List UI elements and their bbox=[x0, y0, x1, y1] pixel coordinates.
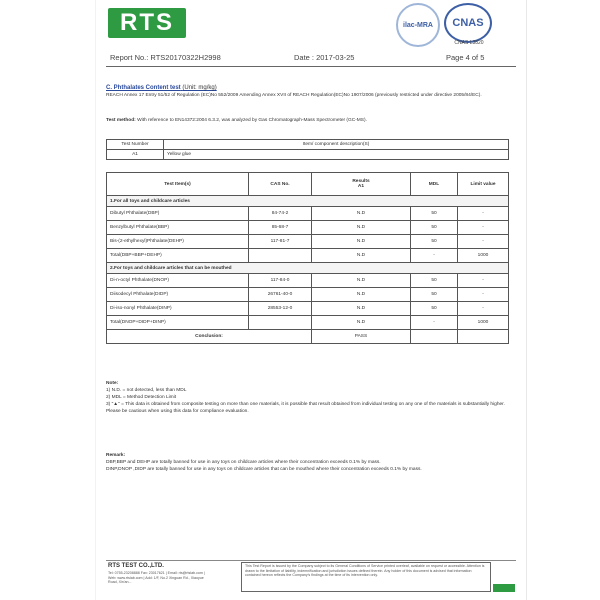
result-value: N.D bbox=[312, 221, 411, 235]
remark-title: Remark: bbox=[106, 453, 126, 458]
test-item: Di-n-octyl Phthalate(DNOP) bbox=[107, 274, 249, 288]
header-limit: Limit value bbox=[458, 173, 509, 196]
footer-address: Tel: 0755-23208888 Fax: 23017621 | Email: rts@rtslab.com | Web: www.rtslab.com | Add: 1/F, No.2 Xinguan Rd., Xiaoyue Road, Xin'an... bbox=[108, 571, 205, 584]
section-title-text: C. Phthalates Content test bbox=[106, 85, 181, 91]
result-value: N.D bbox=[312, 288, 411, 302]
conclusion-label: Conclusion: bbox=[107, 330, 312, 344]
component-header-description: Item/ component description(S) bbox=[164, 140, 509, 150]
cas-number: 28553-12-0 bbox=[249, 302, 312, 316]
limit-value: - bbox=[458, 288, 509, 302]
results-table bbox=[106, 172, 509, 344]
report-page bbox=[95, 0, 527, 600]
rts-logo: RTS bbox=[108, 8, 186, 38]
remark-text: DINP,DNOP ,DIDP are totally banned for use in any toys on childcare articles that can be mouthed where their concentration exceeds 0.1% by mass. bbox=[106, 467, 422, 472]
result-value: N.D bbox=[312, 207, 411, 221]
footer-green-mark bbox=[493, 584, 515, 592]
mdl-value: 50 bbox=[411, 207, 458, 221]
section-unit: (Unit: mg/kg) bbox=[182, 85, 217, 91]
ilac-mra-seal: ilac-MRA bbox=[396, 3, 440, 47]
limit-value: 1000 bbox=[458, 316, 509, 330]
conclusion-empty-limit bbox=[458, 330, 509, 344]
conclusion-row bbox=[107, 330, 509, 344]
test-item: Bis-(2-ethylhexyl)Phthalate(DEHP) bbox=[107, 235, 249, 249]
limit-value: - bbox=[458, 207, 509, 221]
conclusion-value: PASS bbox=[312, 330, 411, 344]
report-date: Date : 2017-03-25 bbox=[294, 53, 355, 62]
test-method-text: With reference to EN14372:2004 6.3.2, was analyzed by Gas Chromatograph-Mass Spectrometer (GC-MS). bbox=[137, 118, 367, 123]
result-value: N.D bbox=[312, 274, 411, 288]
cas-number: 85-68-7 bbox=[249, 221, 312, 235]
component-description: Yellow glue bbox=[164, 150, 509, 160]
cas-number bbox=[249, 249, 312, 263]
page-indicator: Page 4 of 5 bbox=[446, 53, 485, 62]
table-row bbox=[107, 207, 509, 221]
mdl-value: 50 bbox=[411, 302, 458, 316]
mdl-value: - bbox=[411, 316, 458, 330]
header-results-label: Results bbox=[352, 179, 370, 184]
test-method-label: Test method: bbox=[106, 118, 136, 123]
mdl-value: 50 bbox=[411, 221, 458, 235]
conclusion-empty-mdl bbox=[411, 330, 458, 344]
table-row bbox=[107, 249, 509, 263]
limit-value: - bbox=[458, 302, 509, 316]
footer-divider bbox=[106, 560, 516, 561]
component-table bbox=[106, 139, 509, 160]
mdl-value: 50 bbox=[411, 274, 458, 288]
result-value: N.D bbox=[312, 316, 411, 330]
header-cas: CAS No. bbox=[249, 173, 312, 196]
test-method bbox=[106, 118, 516, 124]
note-item: 3) "▲" = This data is obtained from composite testing on more than one materials, it is possible that result obtained from individual testing on any one of the materials is substantially higher. Please be cautious when using this data for compliance evaluation. bbox=[106, 402, 505, 414]
limit-value: 1000 bbox=[458, 249, 509, 263]
result-value: N.D bbox=[312, 302, 411, 316]
header-divider bbox=[106, 66, 516, 67]
component-header-number: Test Number bbox=[107, 140, 164, 150]
report-number: Report No.: RTS20170322H2998 bbox=[110, 53, 221, 62]
mdl-value: 50 bbox=[411, 235, 458, 249]
table-row bbox=[107, 302, 509, 316]
remark-text: DBP,BBP and DEHP are totally banned for use in any toys on childcare articles where their concentration exceeds 0.1% by mass. bbox=[106, 460, 381, 465]
section-title bbox=[106, 85, 217, 91]
cas-number: 26761-40-0 bbox=[249, 288, 312, 302]
header-test-item: Test Item(s) bbox=[107, 173, 249, 196]
result-value: N.D bbox=[312, 249, 411, 263]
cas-number: 117-84-0 bbox=[249, 274, 312, 288]
mdl-value: - bbox=[411, 249, 458, 263]
cnas-number: CNAS L3820 bbox=[454, 40, 484, 46]
group-title: 1.For all toys and childcare articles bbox=[107, 196, 509, 207]
table-row bbox=[107, 150, 509, 160]
limit-value: - bbox=[458, 274, 509, 288]
cas-number: 117-81-7 bbox=[249, 235, 312, 249]
test-item: Total(DBP+BBP+DEHP) bbox=[107, 249, 249, 263]
cas-number: 84-74-2 bbox=[249, 207, 312, 221]
test-item: Diisodecyl Phthalate(DIDP) bbox=[107, 288, 249, 302]
notes-block bbox=[106, 380, 516, 415]
note-item: 2) MDL = Method Detection Limit bbox=[106, 395, 177, 400]
notes-title: Note: bbox=[106, 381, 119, 386]
table-row bbox=[107, 274, 509, 288]
component-number: A1 bbox=[107, 150, 164, 160]
regulation-text: REACH Annex 17 Entry 51/52 of Regulation (EC)No 552/2009 Amending Annex XVII of REACH Regulation(EC)No 1907/2006 (previously restricted under directive 2005/84/EC). bbox=[106, 93, 482, 98]
limit-value: - bbox=[458, 235, 509, 249]
result-value: N.D bbox=[312, 235, 411, 249]
limit-value: - bbox=[458, 221, 509, 235]
test-item: Dibutyl Phthalate(DBP) bbox=[107, 207, 249, 221]
table-row bbox=[107, 221, 509, 235]
header-results bbox=[312, 173, 411, 196]
table-row bbox=[107, 316, 509, 330]
note-item: 1) N.D. = not detected, less than MDL bbox=[106, 388, 187, 393]
remark-block bbox=[106, 452, 516, 473]
header-sample: A1 bbox=[357, 184, 365, 189]
test-item: Total(DNOP+DIDP+DINP) bbox=[107, 316, 249, 330]
mdl-value: 50 bbox=[411, 288, 458, 302]
footer-company: RTS TEST CO.,LTD. bbox=[108, 563, 164, 569]
header-mdl: MDL bbox=[411, 173, 458, 196]
table-row bbox=[107, 235, 509, 249]
footer-disclaimer: This Test Report is issued by the Company subject to its General Conditions of Service printed overleaf, available on request or accessible. Attention is drawn to the limitation of liability, indemnification and jurisdiction issues defined therein. Any holder of this document is advised that information contained hereon reflects the Company's findings at the time of its intervention only. bbox=[241, 562, 491, 592]
test-item: Benzylbutyl Phthalate(BBP) bbox=[107, 221, 249, 235]
cnas-seal: CNAS bbox=[444, 3, 492, 43]
group-title: 2.For toys and childcare articles that can be mouthed bbox=[107, 263, 509, 274]
test-item: Di-iso-nonyl Phthalate(DINP) bbox=[107, 302, 249, 316]
table-row bbox=[107, 288, 509, 302]
cas-number bbox=[249, 316, 312, 330]
